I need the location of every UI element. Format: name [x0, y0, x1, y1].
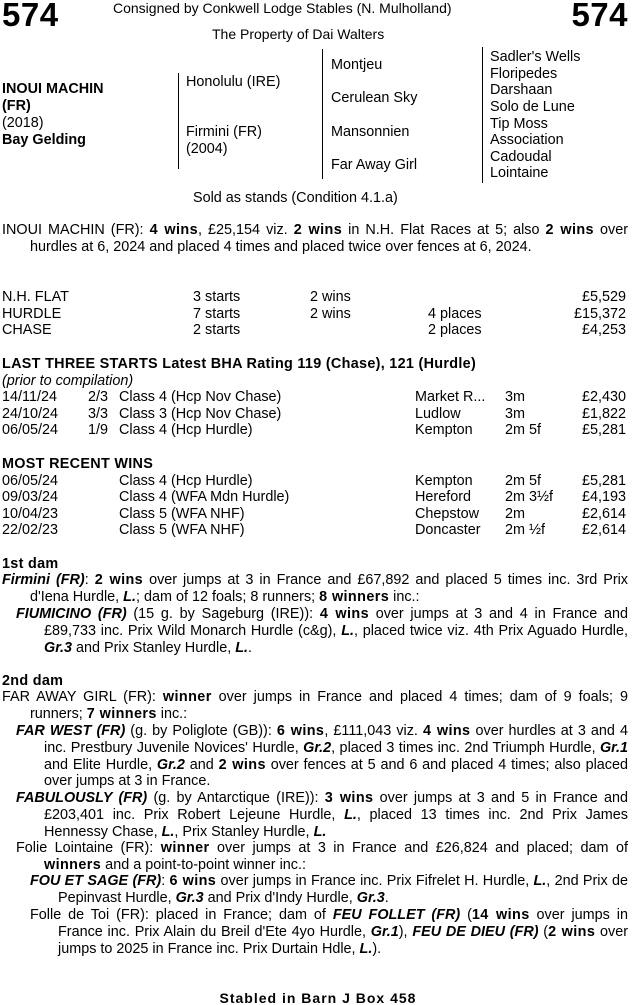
folie-lointaine-entry: Folie Lointaine (FR): winner over jumps at 3 in France and £26,824 and placed; dam of winners and a point-to-point winner inc.:: [16, 840, 628, 873]
pedigree-gen3-7: Cadoudal: [490, 149, 552, 165]
record-row-nhflat: N.H. FLAT 3 starts 2 wins £5,529: [2, 289, 626, 305]
recent-wins-heading: MOST RECENT WINS: [2, 456, 154, 472]
pedigree-bracket-1: [178, 73, 179, 169]
pedigree-sire-sire: Montjeu: [331, 57, 383, 73]
pedigree-gen3-1: Sadler's Wells: [490, 49, 581, 65]
horse-year: (2018): [2, 115, 44, 131]
last-three-note: (prior to compilation): [2, 373, 134, 389]
recent-win-row: 09/03/24 Class 4 (WFA Mdn Hurdle) Hereford 2m 3½f £4,193: [2, 489, 626, 505]
last-start-row: 14/11/24 2/3 Class 4 (Hcp Nov Chase) Market R... 3m £2,430: [2, 389, 626, 405]
recent-win-row: 06/05/24 Class 4 (Hcp Hurdle) Kempton 2m 5f £5,281: [2, 473, 626, 489]
pedigree-dam-sire: Mansonnien: [331, 124, 410, 140]
fabulously-entry: FABULOUSLY (FR) (g. by Antarctique (IRE)): 3 wins over jumps at 3 and 5 in France and £203,401 inc. Prix Robert Lejeune Hurdle, L., placed 13 times inc. 2nd Prix James Hennessy Chase, L., Prix Stanley Hurdle, L.: [16, 790, 628, 840]
far-west-entry: FAR WEST (FR) (g. by Poliglote (GB)): 6 wins, £111,043 viz. 4 wins over hurdles at 3 and 4 inc. Prestbury Juvenile Novices' Hurdle, Gr.2, placed 3 times inc. 2nd Triumph Hurdle, Gr.1 and Elite Hurdle, Gr.2 and 2 wins over fences at 5 and 6 and placed 4 times; also placed over jumps at 3 in France.: [16, 723, 628, 790]
recent-win-row: 22/02/23 Class 5 (WFA NHF) Doncaster 2m ½f £2,614: [2, 522, 626, 538]
pedigree-gen3-5: Tip Moss: [490, 116, 548, 132]
record-row-hurdle: HURDLE 7 starts 2 wins 4 places £15,372: [2, 306, 626, 322]
last-three-heading: LAST THREE STARTS Latest BHA Rating 119 (Chase), 121 (Hurdle): [2, 356, 477, 372]
first-dam-paragraph: Firmini (FR): 2 wins over jumps at 3 in France and £67,892 and placed 5 times inc. 3rd Prix d'Iena Hurdle, L.; dam of 12 foals; 8 runners; 8 winners inc.:: [2, 572, 628, 605]
sale-condition: Sold as stands (Condition 4.1.a): [193, 190, 398, 206]
pedigree-gen3-3: Darshaan: [490, 82, 553, 98]
race-summary: INOUI MACHIN (FR): 4 wins, £25,154 viz. 2 wins in N.H. Flat Races at 5; also 2 wins over hurdles at 6, 2024 and placed 4 times and placed twice over fences at 6, 2024.: [2, 222, 628, 255]
pedigree-gen3-6: Association: [490, 132, 564, 148]
folle-de-toi-entry: Folle de Toi (FR): placed in France; dam of FEU FOLLET (FR) (14 wins over jumps in France inc. Prix Alain du Breil d'Ete 4yo Hurdle, Gr.1), FEU DE DIEU (FR) (2 wins over jumps to 2025 in France inc. Prix Durtain Hdle, L.).: [30, 907, 629, 957]
record-row-chase: CHASE 2 starts 2 places £4,253: [2, 322, 626, 338]
pedigree-gen3-4: Solo de Lune: [490, 99, 575, 115]
lot-number-left: 574: [2, 0, 59, 33]
pedigree-bracket-2: [322, 49, 323, 179]
lot-number-right: 574: [571, 0, 628, 33]
first-dam-heading: 1st dam: [2, 556, 59, 572]
consignor: Consigned by Conkwell Lodge Stables (N. Mulholland): [113, 0, 452, 16]
second-dam-heading: 2nd dam: [2, 673, 64, 689]
pedigree-gen3-2: Floripedes: [490, 66, 558, 82]
horse-country: (FR): [2, 98, 31, 114]
pedigree-dam: Firmini (FR): [186, 124, 262, 140]
horse-name: INOUI MACHIN: [2, 81, 104, 97]
property-of: The Property of Dai Walters: [212, 26, 385, 42]
pedigree-dam-dam: Far Away Girl: [331, 157, 418, 173]
first-dam-foal: FIUMICINO (FR) (15 g. by Sageburg (IRE)): 4 wins over jumps at 3 and 4 in France and £89,733 inc. Prix Wild Monarch Hurdle (c&g), L., placed twice viz. 4th Prix Aguado Hurdle, Gr.3 and Prix Stanley Hurdle, L..: [16, 606, 628, 656]
last-start-row: 06/05/24 1/9 Class 4 (Hcp Hurdle) Kempton 2m 5f £5,281: [2, 422, 626, 438]
horse-description: Bay Gelding: [2, 132, 86, 148]
pedigree-sire: Honolulu (IRE): [186, 74, 281, 90]
stabling-info: Stabled in Barn J Box 458: [219, 990, 417, 1005]
second-dam-paragraph: FAR AWAY GIRL (FR): winner over jumps in France and placed 4 times; dam of 9 foals; 9 runners; 7 winners inc.:: [2, 689, 629, 722]
last-start-row: 24/10/24 3/3 Class 3 (Hcp Nov Chase) Ludlow 3m £1,822: [2, 406, 626, 422]
pedigree-gen3-8: Lointaine: [490, 165, 549, 181]
pedigree-sire-dam: Cerulean Sky: [331, 90, 418, 106]
pedigree-bracket-3: [482, 47, 483, 183]
recent-win-row: 10/04/23 Class 5 (WFA NHF) Chepstow 2m £2,614: [2, 506, 626, 522]
pedigree-dam-year: (2004): [186, 141, 228, 157]
fou-et-sage-entry: FOU ET SAGE (FR): 6 wins over jumps in France inc. Prix Fifrelet H. Hurdle, L., 2nd Prix de Pepinvast Hurdle, Gr.3 and Prix d'Indy Hurdle, Gr.3.: [30, 873, 628, 906]
